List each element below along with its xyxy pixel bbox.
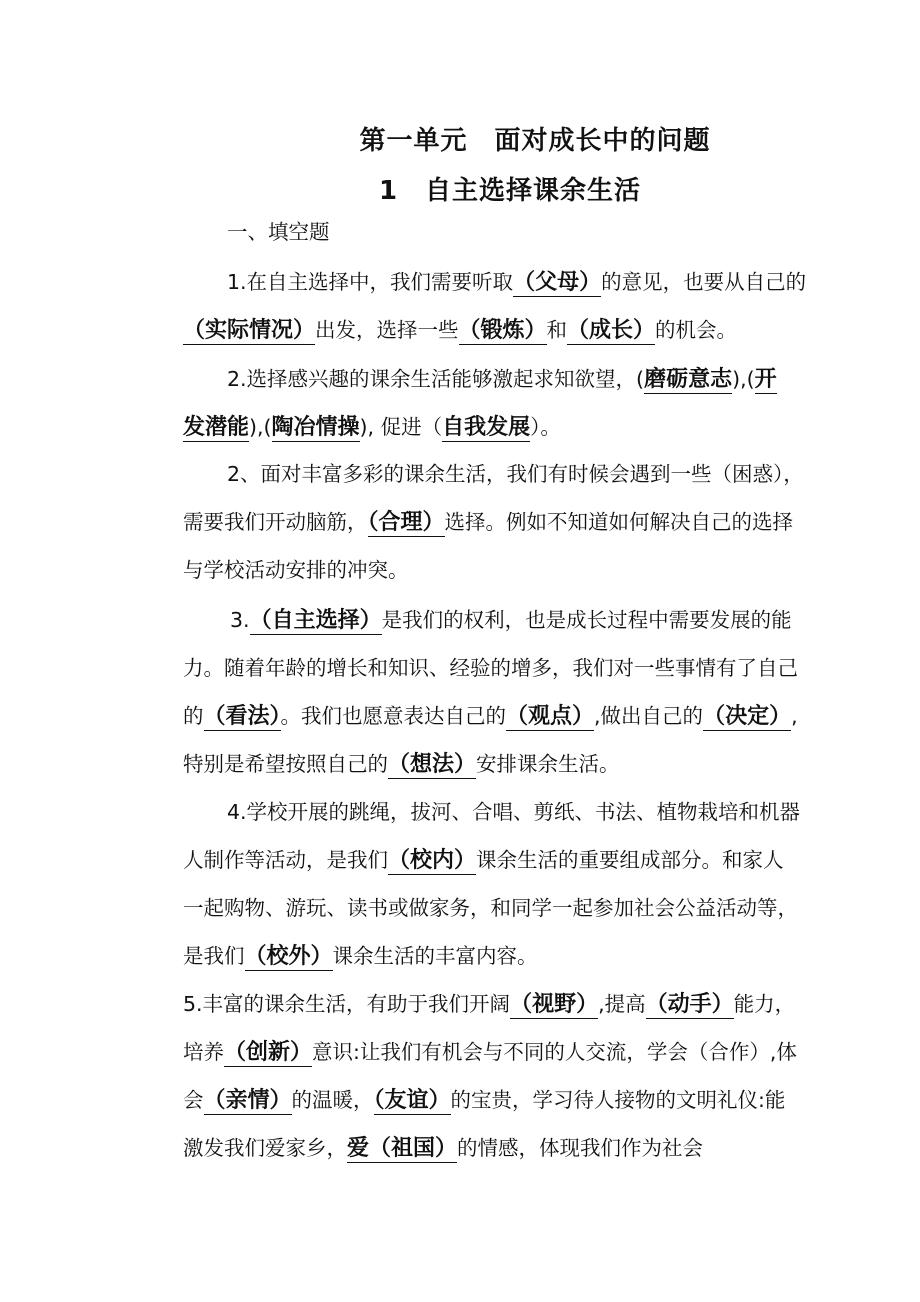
text-line [183,1038,833,1067]
line-text: 的宝贵，学习待人接物的文明礼仪:能 [450,1088,786,1112]
line-text: 安排课余生活。 [476,752,620,776]
line-text: 意识:让我们有机会与不同的人交流，学会（合作）,体 [312,1040,797,1064]
answer-blank: 自我发展 [442,415,531,440]
line-text: 的意见，也要从自己的 [601,270,807,294]
line-text: 选择。例如不知道如何解决自己的选择 [444,510,794,534]
text-line [183,990,833,1019]
answer-blank: （友谊） [373,1088,451,1113]
line-text: 2.选择感兴趣的课余生活能够激起求知欲望，( [227,367,645,391]
line-text: 4.学校开展的跳绳，拔河、合唱、剪纸、书法、植物栽培和机器 [227,800,801,824]
answer-blank: 磨砺意志 [644,367,733,392]
line-text: ,提高 [598,992,646,1016]
text-line [183,942,833,971]
line-text: ,做出自己的 [594,704,704,728]
text-line [227,365,877,394]
line-text: 课余生活的重要组成部分。和家人 [476,848,784,872]
line-text: 特别是希望按照自己的 [183,752,388,776]
line-text: 的机会。 [655,318,738,342]
answer-blank: （决定） [703,704,792,729]
answer-blank: （动手） [645,992,734,1017]
answer-blank: 爱（祖国） [347,1136,458,1161]
section-heading: 一、填空题 [227,220,330,244]
line-text: ),( [249,415,272,439]
text-line [183,1086,833,1115]
text-line [183,750,833,779]
answer-blank: （亲情） [203,1088,292,1113]
answer-blank: （实际情况） [183,318,316,343]
line-text: ),( [732,367,755,391]
answer-blank: （自主选择） [249,608,382,633]
line-text: 出发，选择一些 [315,318,459,342]
line-text: , [791,704,798,728]
line-text: 的温暖， [291,1088,374,1112]
answer-blank: （合理） [367,510,445,535]
text-line [227,268,877,297]
line-text: 一起购物、游玩、读书或做家务，和同学一起参加社会公益活动等， [183,896,798,920]
unit-title: 第一单元 面对成长中的问题 [359,126,711,156]
text-line [183,556,833,584]
line-text: 课余生活的丰富内容。 [332,944,538,968]
text-line [183,894,833,922]
line-text: 与学校活动安排的冲突。 [183,558,409,582]
text-line [183,316,833,345]
text-line [227,460,877,488]
line-text: 和 [546,318,568,342]
line-text: 的 [183,704,204,728]
text-line [183,1134,833,1163]
line-text: ）。 [530,415,561,439]
answer-blank: （视野） [510,992,599,1017]
answer-blank: （校外） [244,944,333,969]
line-text: 是我们的权利，也是成长过程中需要发展的能 [381,608,792,632]
line-text: 人制作等活动，是我们 [183,848,388,872]
lesson-title: 1 自主选择课余生活 [378,176,642,206]
line-text: 是我们 [183,944,245,968]
text-line [183,413,833,442]
line-text: 。我们也愿意表达自己的 [280,704,507,728]
text-line [227,798,877,826]
line-text: 能力， [733,992,796,1016]
answer-blank: （看法） [203,704,281,729]
line-text: 的情感，体现我们作为社会 [457,1136,704,1160]
text-line [183,654,833,682]
line-text: 激发我们爱家乡， [183,1136,347,1160]
line-text: 会 [183,1088,204,1112]
answer-blank: （父母） [513,270,602,295]
answer-blank: （创新） [224,1040,313,1065]
text-line [183,702,833,731]
answer-blank: （观点） [506,704,595,729]
line-text: 3. [230,608,250,632]
text-line [183,846,833,875]
answer-blank: （想法） [388,752,477,777]
line-text: 5.丰富的课余生活，有助于我们开阔 [183,992,511,1016]
line-text: ), 促进（ [359,415,443,439]
answer-blank: 开 [754,367,777,392]
answer-blank: 陶冶情操 [271,415,360,440]
line-text: 1.在自主选择中，我们需要听取 [227,270,514,294]
answer-blank: （锻炼） [458,318,547,343]
answer-blank: （校内） [388,848,477,873]
text-line [230,606,880,635]
line-text: 培养 [183,1040,224,1064]
answer-blank: （成长） [567,318,656,343]
text-line [183,508,833,537]
answer-blank: 发潜能 [183,415,250,440]
line-text: 2、面对丰富多彩的课余生活，我们有时候会遇到一些（困惑）， [227,462,804,486]
line-text: 需要我们开动脑筋， [183,510,368,534]
line-text: 力。随着年龄的增长和知识、经验的增多，我们对一些事情有了自己 [183,656,798,680]
